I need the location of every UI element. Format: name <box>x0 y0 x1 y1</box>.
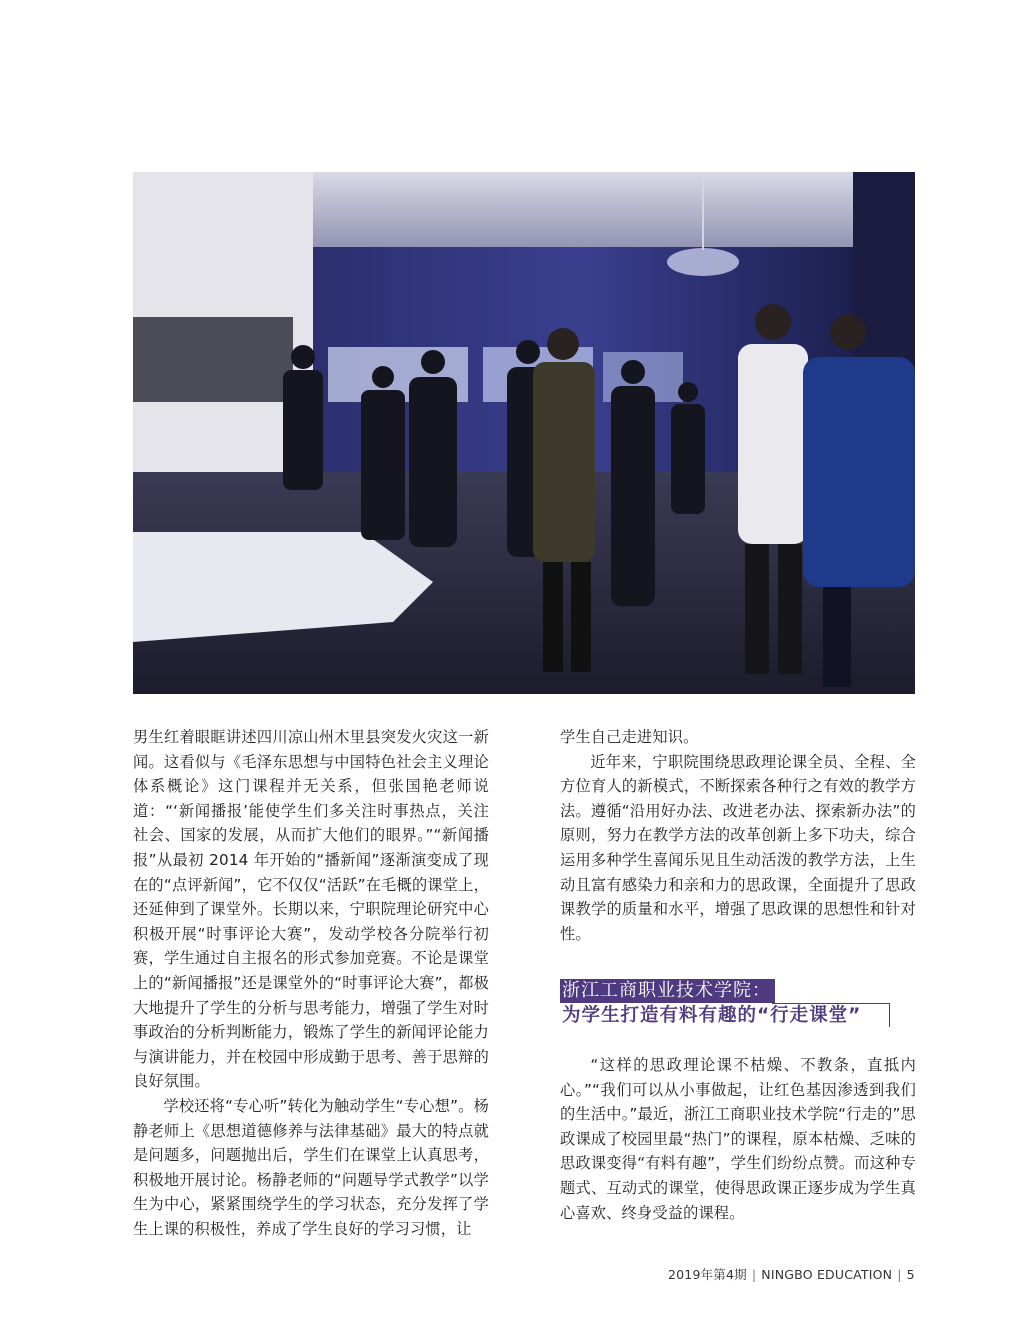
paragraph: 近年来，宁职院围绕思政理论课全员、全程、全方位育人的新模式，不断探索各种行之有效的教学方法。遵循“沿用好办法、改进老办法、探索新办法”的原则，努力在教学方法的改革创新上多下功夫，综合运用多种学生喜闻乐见且生动活泼的教学方法，上生动且富有感染力和亲和力的思政课，全面提升了思政课教学的质量和水平，增强了思政课的思想性和针对性。 <box>560 752 916 943</box>
section-heading <box>560 979 890 1029</box>
right-column-bottom <box>560 1053 916 1225</box>
footer-divider: | <box>751 1267 757 1282</box>
issue-label: 2019年第4期 <box>668 1267 747 1282</box>
right-column-top <box>560 725 916 946</box>
section-heading-line1: 浙江工商职业技术学院： <box>560 979 775 1003</box>
page-footer <box>668 1265 928 1285</box>
footer-divider: | <box>897 1267 902 1282</box>
paragraph: 学校还将“专心听”转化为触动学生“专心想”。杨静老师上《思想道德修养与法律基础》最大的特点就是问题多，问题抛出后，学生们在课堂上认真思考，积极地开展讨论。杨静老师的“问题导学式教学”以学生为中心，紧紧围绕学生的学习状态，充分发挥了学生上课的积极性，养成了学生良好的学习习惯，让 <box>133 1096 489 1238</box>
paragraph: 学生自己走进知识。 <box>560 728 699 746</box>
left-column <box>133 725 489 1241</box>
magazine-name: NINGBO EDUCATION <box>761 1267 893 1282</box>
article-photo <box>133 172 915 694</box>
photo-students-in-exhibition-hall-icon <box>133 172 915 694</box>
heading-rule <box>889 1003 890 1027</box>
paragraph: 男生红着眼眶讲述四川凉山州木里县突发火灾这一新闻。这看似与《毛泽东思想与中国特色社会主义理论体系概论》这门课程并无关系，但张国艳老师说道：“‘新闻播报’能使学生们多关注时事热点，关注社会、国家的发展，从而扩大他们的眼界。”“新闻播报”从最初 2014 年开始的“播新闻”逐渐演变成了现在的“点评新闻”，它不仅仅“活跃”在毛概的课堂上，还延伸到了课堂外。长期以来，宁职院理论研究中心积极开展“时事评论大赛”，发动学校各分院举行初赛，学生通过自主报名的形式参加竞赛。不论是课堂上的“新闻播报”还是课堂外的“时事评论大赛”，都极大地提升了学生的分析与思考能力，增强了学生对时事政治的分析判断能力，锻炼了学生的新闻评论能力与演讲能力，并在校园中形成勤于思考、善于思辩的良好氛围。 <box>133 728 489 1091</box>
page-number: 5 <box>906 1267 915 1282</box>
section-heading-line2: 为学生打造有料有趣的“行走课堂” <box>562 1005 862 1026</box>
paragraph: “这样的思政理论课不枯燥、不教条，直抵内心。”“我们可以从小事做起，让红色基因渗透到我们的生活中。”最近，浙江工商职业技术学院“行走的”思政课成了校园里最“热门”的课程，原本枯燥、乏味的思政课变得“有料有趣”，学生们纷纷点赞。而这种专题式、互动式的课堂，使得思政课正逐步成为学生真心喜欢、终身受益的课程。 <box>560 1056 916 1222</box>
